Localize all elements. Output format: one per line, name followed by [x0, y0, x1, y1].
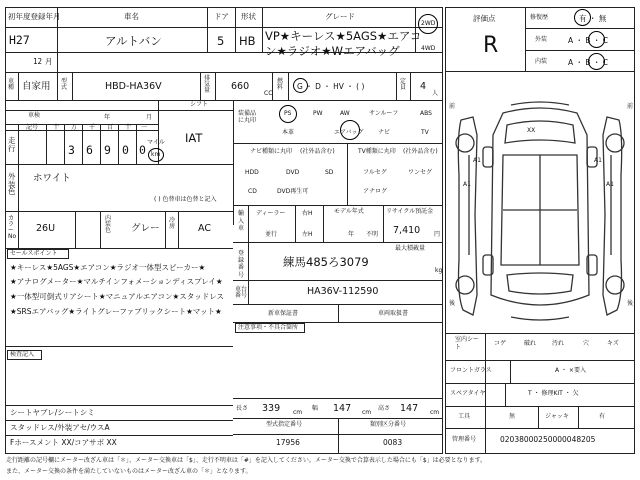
int-value: A ・ B ・ C [568, 58, 609, 67]
equip-airbag: エアバッグ [334, 129, 364, 136]
color-no-value: 26U [36, 223, 56, 234]
usage-value: 自家用 [22, 81, 51, 92]
reg-month-unit: 月 [45, 57, 53, 66]
manual-label: 車両取扱書 [378, 310, 409, 317]
cap-label: 定員 [400, 78, 407, 91]
seat-scratch: キズ [607, 340, 619, 347]
drive-4wd: 4WD [421, 45, 436, 52]
shift-value: IAT [185, 131, 203, 145]
seat-hole: 穴 [583, 340, 590, 347]
chassis-label: 車台番号 [235, 286, 248, 299]
doors-label: ドア [214, 12, 229, 21]
unit-4: 十 [125, 124, 132, 131]
unit-1: 万 [71, 124, 78, 131]
equip-navi: ナビ [378, 129, 391, 136]
fuel-value: G ・ D ・ HV ・ ( ) [297, 82, 365, 91]
mark-xx: XX [527, 127, 536, 134]
odo-digit-4: 0 [122, 143, 129, 157]
footer-line-1: 走行距離の記号欄にメーター改ざん車は「＊」、メーター交換車は「$」、走行不明車は「#」を記入してください。メーター交換で合算表示した場合にも「$」は必要となります。 [6, 457, 487, 464]
interior-value: グレー [131, 223, 160, 234]
unit-0: 十 [53, 124, 60, 131]
navi-sd: SD [325, 169, 334, 176]
import-label: 輸入車 [238, 210, 245, 232]
class-label: 類別区分番号 [370, 421, 407, 428]
odo-digit-5: 0 [139, 143, 146, 157]
model-label: 車名 [124, 12, 139, 21]
cert-label: 型式指定番号 [266, 421, 303, 428]
int-label: 内装 [535, 58, 548, 65]
body-value: HB [239, 34, 256, 48]
tv-analog: アナログ [363, 188, 388, 195]
disp-label: 排気量 [204, 75, 211, 94]
model-value: アルトバン [105, 34, 162, 48]
mile-unit: マイル [147, 139, 165, 146]
mark-a1-left: A1 [473, 157, 481, 164]
notes-label: 注意事項・不具合箇所 [238, 324, 299, 331]
shift-label: シフト [190, 101, 209, 108]
doors-value: 5 [217, 34, 225, 48]
height-value: 147 [400, 403, 419, 414]
grade-line2: ン★ラジオ★Wエアバッグ [265, 44, 400, 58]
width-unit: cm [362, 409, 372, 416]
car-diagram [447, 95, 633, 330]
right-hand: 右H [302, 210, 313, 217]
sales-line-1: ★キーレス★5AGS★エアコン★ラジオ一体型スピーカー★ [10, 263, 206, 272]
repair-value: 有 ・ 無 [579, 14, 607, 23]
reg-month: 12 [33, 57, 43, 66]
car-label: 車種 [8, 78, 15, 91]
import-dealer: ディーラー [256, 210, 286, 217]
inspector-note-1: シートヤブレ/シートシミ [10, 408, 95, 417]
digits-label: 記号 [26, 124, 39, 131]
int-circle [588, 53, 605, 70]
glass-label: フロントガラス [450, 367, 492, 374]
fuel-circle [293, 78, 308, 93]
type-label: 型式 [61, 78, 68, 91]
length-value: 339 [262, 403, 281, 414]
seat-tear: 破れ [524, 340, 537, 347]
mark-a1-right: A1 [594, 157, 602, 164]
warranty-label: 新車保証書 [268, 310, 299, 317]
disp-value: 660 [231, 81, 250, 92]
repair-circle [574, 9, 591, 26]
body-label: 形状 [241, 12, 256, 21]
cc-unit: CC [264, 90, 273, 97]
reg-date-label: 初年度登録年月 [8, 12, 61, 21]
diagram-front-left: 前 [449, 103, 456, 110]
cool-value: AC [198, 223, 211, 234]
class-value: 0083 [383, 438, 403, 447]
glass-value: A ・ ×要入 [555, 367, 586, 374]
navi-type-sub: (社外品含む) [300, 148, 335, 155]
repair-label: 修復歴 [530, 14, 549, 21]
diagram-back-right: 後 [627, 300, 634, 307]
tv-type-label: TV種類に丸印 [358, 148, 396, 155]
diagram-front-right: 前 [627, 103, 634, 110]
inspector-label: 検査記入 [10, 351, 35, 358]
ext-circle [588, 31, 605, 48]
mgmt-label: 管理番号 [452, 436, 477, 443]
seat-burn: コゲ [494, 340, 507, 347]
height-label: 高さ [378, 405, 391, 412]
tv-oneseg: ワンセグ [408, 169, 433, 176]
inspector-note-3: Fホースメント XX/コアサポ XX [10, 438, 117, 447]
odo-digit-1: 3 [68, 143, 75, 157]
tool-label: 工具 [458, 413, 471, 420]
ext-value: A ・ B ・ C [568, 36, 609, 45]
spare-value: T ・ 修理KIT ・ 欠 [528, 390, 579, 397]
color-no-label: カラーNo [8, 215, 17, 240]
import-parallel: 並行 [265, 231, 278, 238]
navi-dvd: DVD [286, 169, 300, 176]
maxload-label: 最大積載量 [395, 245, 426, 252]
sales-points-label: セールスポイント [10, 250, 58, 257]
cap-unit: 人 [432, 90, 439, 97]
km-unit: km [151, 151, 161, 158]
tv-type-sub: (社外品含む) [403, 148, 438, 155]
eval-label: 評価点 [473, 14, 496, 23]
seat-dirt: 汚れ [552, 340, 565, 347]
unit-2: 千 [89, 124, 96, 131]
unit-3: 百 [107, 124, 114, 131]
type-value: HBD-HA36V [105, 81, 162, 92]
eval-score: R [483, 33, 499, 58]
odo-digit-3: 9 [104, 143, 111, 157]
drive-2wd: 2WD [421, 20, 436, 27]
fuel-label: 燃料 [277, 78, 284, 91]
cap-value: 4 [420, 81, 427, 92]
maxload-unit: kg [435, 267, 443, 274]
jack-label: ジャッキ [545, 413, 569, 420]
length-label: 長さ [236, 405, 249, 412]
inspector-note-2: スタッドレス/外装アセ/ウスA [10, 423, 110, 432]
seat-label: 室内シート [455, 336, 480, 351]
unit-5: 一 [141, 124, 148, 131]
grade-label: グレード [325, 12, 355, 21]
model-year-unit: 年 [348, 231, 355, 238]
grade-line1: VP★キーレス★5AGS★エアコ [265, 29, 422, 43]
equip-abs: ABS [420, 110, 432, 117]
tv-fullseg: フルセグ [363, 169, 387, 176]
cert-value: 17956 [276, 438, 300, 447]
reg-era: H27 [9, 33, 30, 47]
navi-hdd: HDD [245, 169, 259, 176]
inspect-month: 月 [146, 114, 153, 121]
inspect-year: 年 [104, 114, 111, 121]
inspect-label: 車検 [28, 112, 41, 119]
mark-a1-side-left: A1 [463, 181, 471, 188]
equip-tv: TV [421, 129, 429, 136]
left-hand: 左H [302, 231, 313, 238]
travel-label: 走行 [8, 136, 16, 153]
sales-line-2: ★アナログメーター★マルチインフォメーションディスプレイ★ [10, 277, 223, 286]
equip-aw: AW [340, 110, 350, 117]
tool-value: 無 [509, 413, 516, 420]
footer-line-2: また、メーター交換の条件を満たしていないものはメーター改ざん車の「＊」となります。 [6, 468, 252, 475]
width-value: 147 [333, 403, 352, 414]
jack-value: 有 [599, 413, 606, 420]
reg-no-value: 練馬485ろ3079 [283, 255, 369, 269]
ext-label: 外装 [535, 36, 548, 43]
equip-sunroof: サンルーフ [369, 110, 399, 117]
height-unit: cm [430, 409, 440, 416]
recycle-value: 7,410 [393, 225, 421, 236]
length-unit: cm [293, 409, 303, 416]
navi-cd: CD [248, 188, 257, 195]
chassis-value: HA36V-112590 [307, 286, 379, 297]
spare-label: スペアタイヤ [450, 390, 486, 397]
recolor-note: ( ) 色替車は色替と記入 [154, 196, 217, 203]
ext-color-value: ホワイト [33, 173, 71, 184]
reg-no-label: 登録番号 [238, 250, 245, 279]
interior-label: 内装色 [105, 215, 112, 234]
recycle-label: リサイクル預託金 [386, 208, 434, 215]
navi-type-label: ナビ種類に丸印 [250, 148, 293, 155]
sales-line-4: ★SRSエアバッグ★ライトグレーファブリックシート★マット★ [10, 307, 222, 316]
model-year-unknown: 不明 [366, 231, 379, 238]
cool-label: 冷房 [169, 217, 176, 230]
sales-line-3: ★一体型可倒式リアシート★マニュアルエアコン★スタッドレス [10, 292, 224, 301]
equip-label: 装備品に丸印 [238, 110, 257, 125]
odo-digit-2: 6 [86, 143, 93, 157]
width-label: 幅 [312, 405, 319, 412]
equip-pw: PW [313, 110, 323, 117]
model-year-label: モデル年式 [334, 208, 364, 215]
equip-leather: 本革 [282, 129, 295, 136]
diagram-back-left: 後 [449, 300, 456, 307]
mark-a1-side-right: A1 [606, 181, 614, 188]
mgmt-value: 02038000250000048205 [500, 435, 596, 444]
navi-dvd-play: DVD再生可 [277, 188, 309, 195]
equip-ps: PS [284, 110, 292, 117]
recycle-yen: 円 [434, 231, 441, 238]
ext-color-label: 外装色 [8, 172, 16, 196]
